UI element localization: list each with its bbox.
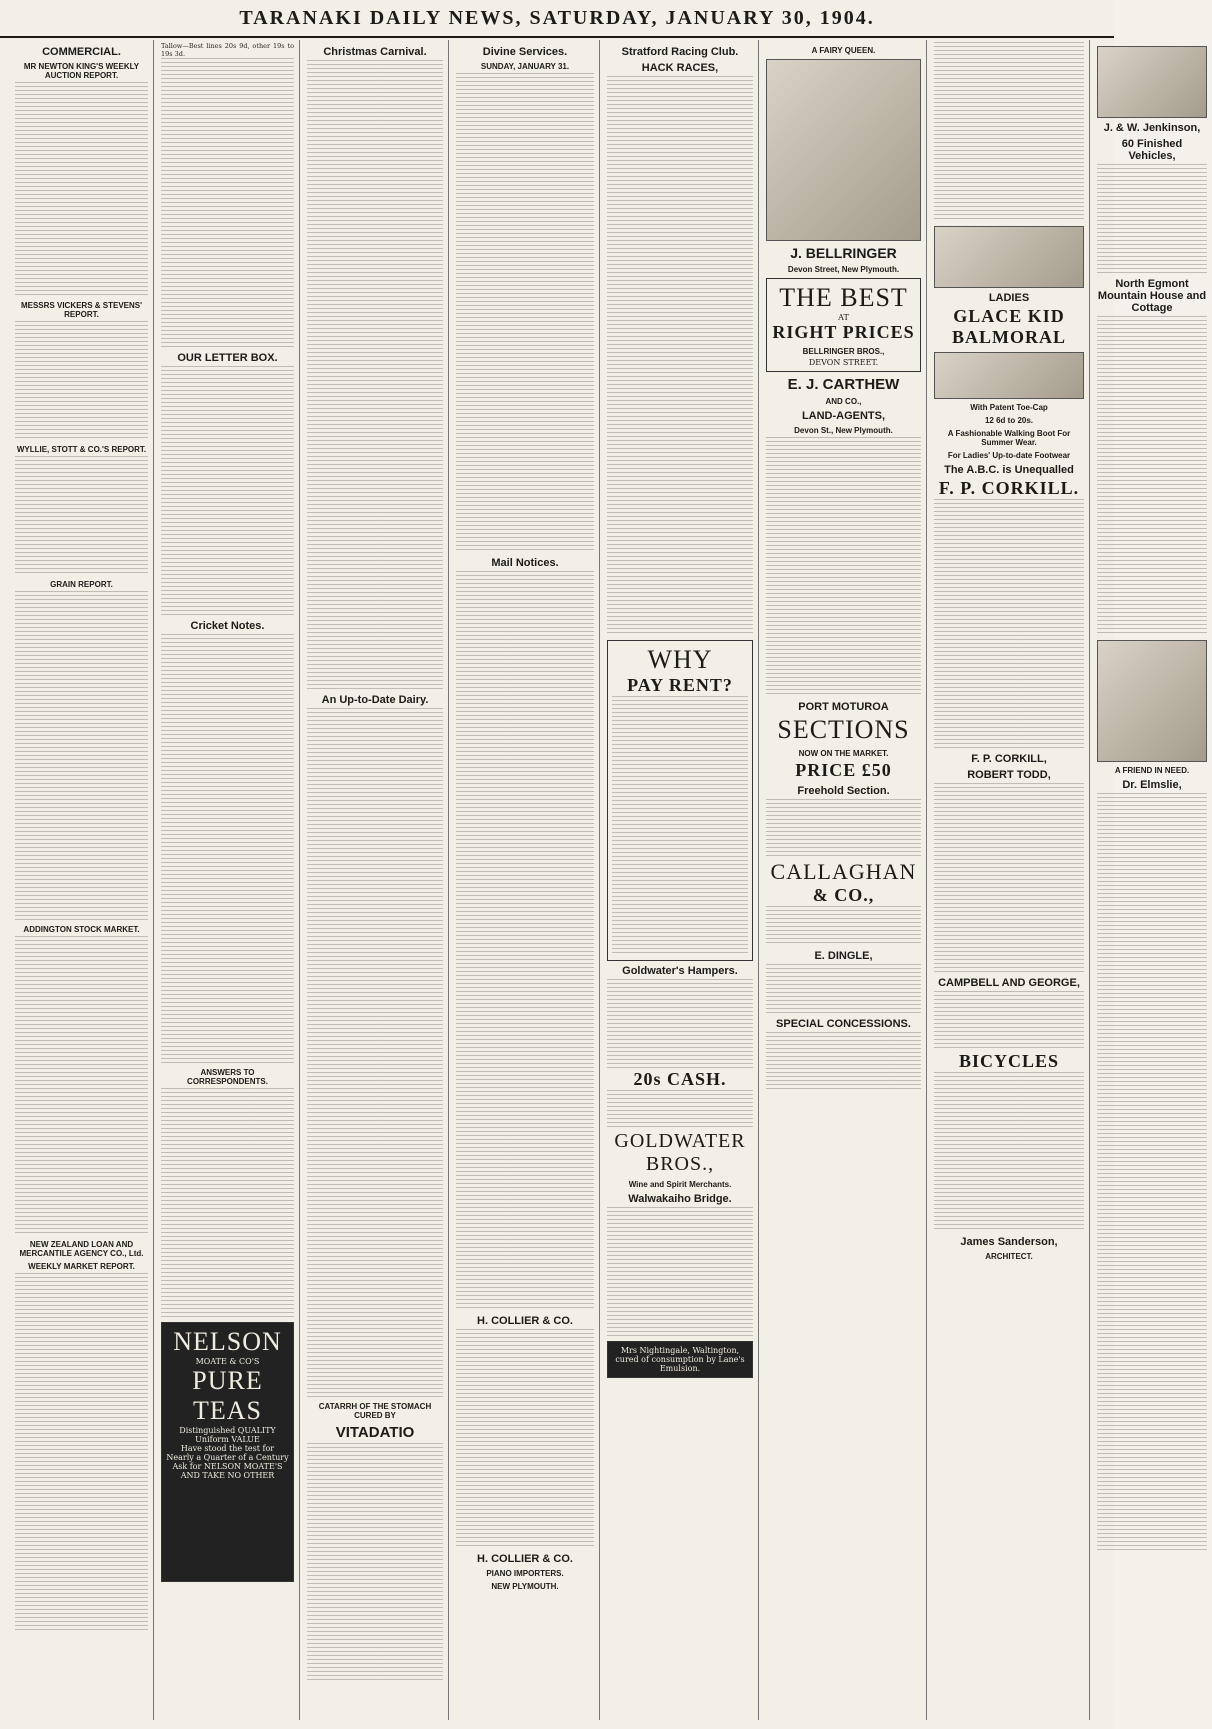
fairy-queen-illustration bbox=[766, 59, 921, 241]
commercial-heading: COMMERCIAL. bbox=[42, 46, 121, 58]
carthew-name: E. J. CARTHEW bbox=[787, 376, 900, 393]
text-block bbox=[161, 1088, 294, 1318]
mail-notices-heading: Mail Notices. bbox=[491, 557, 559, 569]
callaghan-co: & CO., bbox=[812, 885, 875, 905]
nelson-moate-tea-ad bbox=[161, 1322, 294, 1582]
wine-spirit: Wine and Spirit Merchants. bbox=[628, 1180, 732, 1189]
stratford-racing-heading: Stratford Racing Club. bbox=[621, 46, 739, 58]
ladies-label: LADIES bbox=[988, 292, 1030, 304]
text-block bbox=[1097, 793, 1207, 1553]
glace-kid: GLACE KID bbox=[953, 306, 1065, 326]
james-sanderson: James Sanderson, bbox=[960, 1236, 1058, 1248]
column-bellringer bbox=[761, 40, 927, 1720]
corkill-name-2: F. P. CORKILL, bbox=[971, 753, 1047, 765]
answers-heading: ANSWERS TO CORRESPONDENTS. bbox=[187, 1068, 268, 1086]
walwakaiho-heading: Walwakaiho Bridge. bbox=[628, 1193, 732, 1205]
tea-ad-line8: Ask for NELSON MOATE'S AND TAKE NO OTHER bbox=[172, 1462, 283, 1480]
column-carnival bbox=[302, 40, 449, 1720]
price-label: PRICE £50 bbox=[795, 760, 892, 780]
text-block bbox=[456, 1329, 594, 1549]
text-block bbox=[15, 591, 148, 921]
christmas-carnival-heading: Christmas Carnival. bbox=[323, 46, 427, 58]
boot-illustration bbox=[934, 352, 1084, 399]
tea-ad-line7: Have stood the test for Nearly a Quarter of a Century bbox=[166, 1444, 289, 1462]
text-block bbox=[307, 708, 443, 1398]
dr-elmslie: Dr. Elmslie, bbox=[1122, 779, 1182, 791]
text-block bbox=[15, 936, 148, 1236]
robert-todd: ROBERT TODD, bbox=[967, 769, 1051, 781]
tea-ad-line1: NELSON bbox=[173, 1327, 282, 1356]
why-text: WHY bbox=[647, 645, 713, 674]
wyllie-report-heading: WYLLIE, STOTT & CO.'S REPORT. bbox=[16, 445, 147, 454]
carthew-address: Devon St., New Plymouth. bbox=[794, 426, 893, 435]
carpenters-tools-illustration bbox=[934, 226, 1084, 288]
text-block bbox=[15, 456, 148, 576]
text-block bbox=[161, 58, 294, 348]
text-block bbox=[307, 1443, 443, 1683]
carthew-co: AND CO., bbox=[825, 397, 862, 406]
text-block bbox=[1097, 316, 1207, 636]
letter-box-heading: OUR LETTER BOX. bbox=[177, 352, 278, 364]
collier-heading-2: H. COLLIER & CO. bbox=[477, 1553, 573, 1565]
callaghan-name: CALLAGHAN bbox=[770, 859, 917, 884]
tallow-note: Tallow—Best lines 20s 9d, other 19s to 19s 3d. bbox=[161, 42, 294, 58]
why-pay-rent-ad bbox=[607, 640, 753, 961]
special-concessions: SPECIAL CONCESSIONS. bbox=[776, 1018, 911, 1030]
tea-ad-line6: Uniform VALUE bbox=[195, 1435, 260, 1444]
text-block bbox=[766, 437, 921, 697]
goldwater-hampers-heading: Goldwater's Hampers. bbox=[622, 965, 738, 977]
text-block bbox=[161, 634, 294, 1064]
text-block bbox=[934, 1072, 1084, 1232]
text-block bbox=[15, 321, 148, 441]
piano-importers: PIANO IMPORTERS. bbox=[486, 1569, 564, 1578]
divine-services-date: SUNDAY, JANUARY 31. bbox=[480, 62, 570, 71]
egmont-house: North Egmont Mountain House and Cottage bbox=[1097, 278, 1207, 314]
friend-in-need-label: A FRIEND IN NEED. bbox=[1114, 766, 1190, 775]
text-block bbox=[15, 1273, 148, 1633]
column-vehicles bbox=[1092, 40, 1212, 1720]
goldwater-bros: GOLDWATER BROS., bbox=[614, 1130, 746, 1175]
tea-ad-line3: PURE bbox=[192, 1366, 263, 1395]
dairy-heading: An Up-to-Date Dairy. bbox=[321, 694, 429, 706]
newton-king-report-heading: MR NEWTON KING'S WEEKLY AUCTION REPORT. bbox=[23, 62, 140, 80]
masthead bbox=[0, 0, 1114, 38]
boot-price: 12 6d to 20s. bbox=[984, 416, 1034, 425]
cricket-heading: Cricket Notes. bbox=[190, 620, 265, 632]
now-on-market: NOW ON THE MARKET. bbox=[798, 749, 889, 758]
ladies-footwear: For Ladies' Up-to-date Footwear bbox=[947, 451, 1071, 460]
column-letters bbox=[156, 40, 300, 1720]
text-block bbox=[934, 499, 1084, 749]
freehold-label: Freehold Section. bbox=[797, 785, 890, 797]
port-moturoa: PORT MOTUROA bbox=[798, 701, 889, 713]
tea-ad-line2: MOATE & CO'S bbox=[195, 1357, 260, 1366]
jenkinson-name: J. & W. Jenkinson, bbox=[1103, 122, 1201, 134]
text-block bbox=[607, 76, 753, 636]
campbell-george: CAMPBELL AND GEORGE, bbox=[938, 977, 1080, 989]
column-divine-services bbox=[451, 40, 600, 1720]
the-best: THE BEST bbox=[779, 283, 908, 312]
vitadatio-title: VITADATIO bbox=[335, 1424, 415, 1441]
grain-report-heading: GRAIN REPORT. bbox=[50, 580, 113, 589]
abc-unequalled: The A.B.C. is Unequalled bbox=[944, 464, 1074, 476]
hack-races-heading: HACK RACES, bbox=[641, 62, 719, 74]
dingle-name: E. DINGLE, bbox=[814, 950, 873, 962]
emulsion-ad: Mrs Nightingale, Waltington, cured of consumption by Lane's Emulsion. bbox=[607, 1341, 753, 1378]
text-block bbox=[607, 1207, 753, 1337]
text-block bbox=[934, 42, 1084, 222]
divine-services-heading: Divine Services. bbox=[482, 46, 568, 58]
text-block bbox=[934, 991, 1084, 1051]
bellringer-address: Devon Street, New Plymouth. bbox=[787, 265, 900, 274]
text-block bbox=[766, 1032, 921, 1092]
land-agents: LAND-AGENTS, bbox=[801, 410, 886, 422]
text-block bbox=[456, 73, 594, 553]
bicycles: BICYCLES bbox=[958, 1051, 1060, 1071]
at-text: AT bbox=[838, 313, 849, 322]
text-block bbox=[612, 696, 748, 956]
tea-ad-line4: TEAS bbox=[193, 1396, 262, 1425]
text-block bbox=[307, 60, 443, 690]
finished-vehicles: 60 Finished Vehicles, bbox=[1121, 138, 1183, 162]
column-commercial bbox=[10, 40, 154, 1720]
column-racing bbox=[602, 40, 759, 1720]
corkill-name: F. P. CORKILL. bbox=[938, 478, 1080, 498]
text-block bbox=[766, 906, 921, 946]
columns bbox=[10, 40, 1207, 1720]
masthead-title: TARANAKI DAILY NEWS, SATURDAY, JANUARY 30, 1904. bbox=[239, 6, 875, 29]
text-block bbox=[934, 783, 1084, 973]
fairy-queen-label: A FAIRY QUEEN. bbox=[811, 46, 876, 55]
patent-toecap: With Patent Toe-Cap bbox=[970, 403, 1048, 412]
text-block bbox=[1097, 164, 1207, 274]
text-block bbox=[766, 964, 921, 1014]
bellringer-bros: BELLRINGER BROS., bbox=[802, 347, 885, 356]
architect: ARCHITECT. bbox=[985, 1252, 1033, 1261]
bellringer-name: J. BELLRINGER bbox=[790, 245, 897, 261]
sections-label: SECTIONS bbox=[777, 715, 910, 744]
pay-rent-text: PAY RENT? bbox=[627, 675, 733, 695]
vitadatio-line1: CATARRH OF THE STOMACH CURED BY bbox=[318, 1402, 432, 1420]
weekly-market-heading: WEEKLY MARKET REPORT. bbox=[28, 1262, 135, 1271]
carriage-illustration bbox=[1097, 46, 1207, 118]
cash-price: 20s CASH. bbox=[633, 1069, 727, 1089]
best-at-right-prices-ad bbox=[766, 278, 921, 372]
text-block bbox=[766, 799, 921, 859]
text-block bbox=[15, 82, 148, 297]
fashionable-boot: A Fashionable Walking Boot For Summer Wear. bbox=[947, 429, 1071, 447]
vickers-report-heading: MESSRS VICKERS & STEVENS' REPORT. bbox=[20, 301, 143, 319]
tea-ad-line5: Distinguished QUALITY bbox=[179, 1426, 276, 1435]
text-block bbox=[456, 571, 594, 1311]
addington-heading: ADDINGTON STOCK MARKET. bbox=[23, 925, 140, 934]
text-block bbox=[607, 1090, 753, 1130]
text-block bbox=[161, 366, 294, 616]
collier-heading: H. COLLIER & CO. bbox=[477, 1315, 573, 1327]
devon-street: DEVON STREET. bbox=[808, 358, 879, 367]
right-prices: RIGHT PRICES bbox=[772, 322, 915, 342]
balmoral: BALMORAL bbox=[951, 327, 1066, 347]
nz-loan-heading: NEW ZEALAND LOAN AND MERCANTILE AGENCY CO., Ltd. bbox=[19, 1240, 144, 1258]
friend-in-need-illustration bbox=[1097, 640, 1207, 762]
column-abc bbox=[929, 40, 1090, 1720]
text-block bbox=[607, 979, 753, 1069]
new-plymouth-label: NEW PLYMOUTH. bbox=[491, 1582, 559, 1591]
